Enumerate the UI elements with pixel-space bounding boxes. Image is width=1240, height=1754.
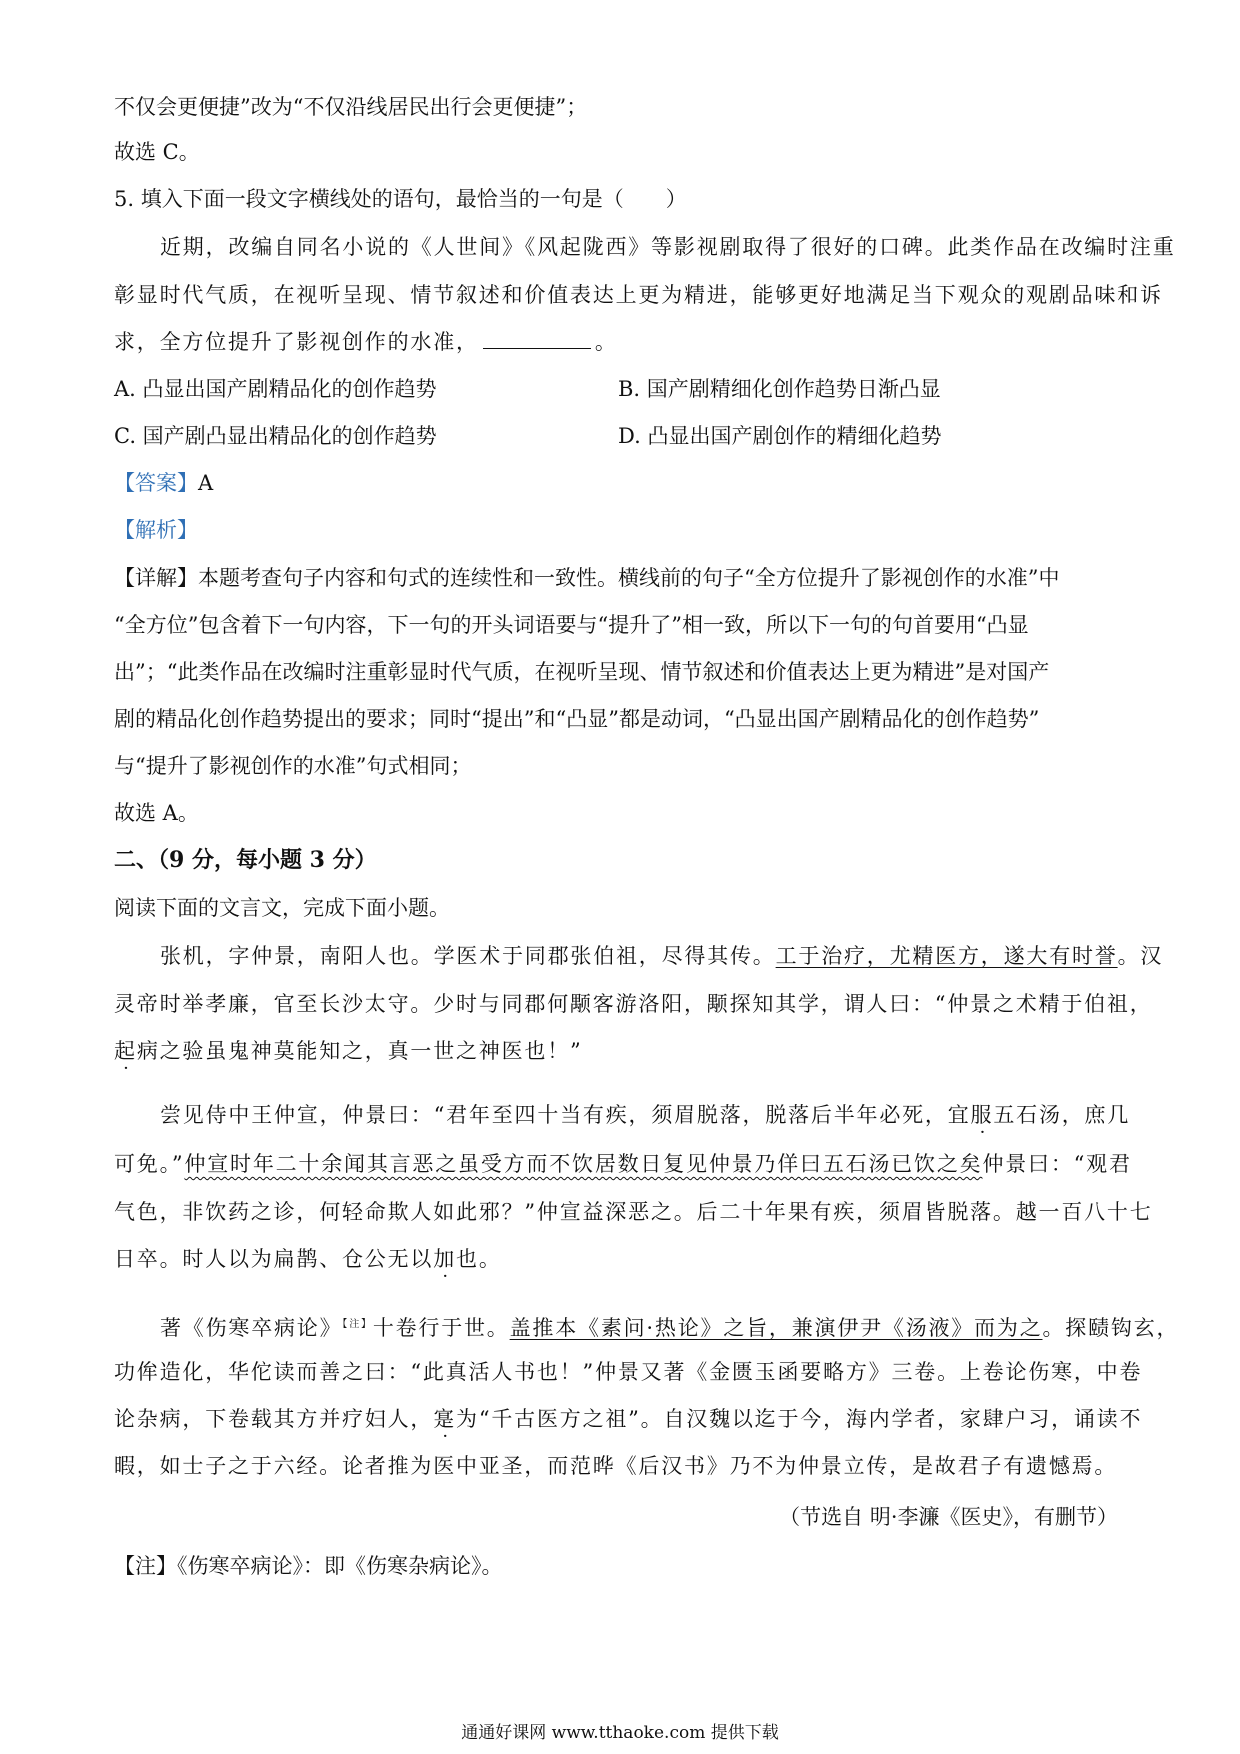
underlined-sentence-1: 工于治疗，尤精医方，遂大有时誉 <box>775 944 1118 968</box>
analysis-label: 【解析】 <box>114 518 198 542</box>
classical-line-5 <box>114 1149 1132 1179</box>
classical-line-6: 气色，非饮药之诊，何轻命欺人如此邪？”仲宣益深恶之。后二十年果有疾，须眉皆脱落。越一百八十七 <box>114 1200 1153 1224</box>
classical-text: 五石汤，庶几 <box>993 1103 1131 1127</box>
dotted-word-fu: 服 <box>970 1103 994 1127</box>
footnote-marker: 【注】 <box>342 1319 373 1330</box>
section-2-instruction: 阅读下面的文言文，完成下面小题。 <box>114 896 450 920</box>
classical-text: 病之验虽鬼神莫能知之，真一世之神医也！” <box>136 1039 583 1063</box>
classical-line-10 <box>114 1404 1142 1434</box>
dotted-word-shi: 寔 <box>433 1407 457 1431</box>
detail-line-4: 剧的精品化创作趋势提出的要求；同时“提出”和“凸显”都是动词，“凸显出国产剧精品化的创作趋势” <box>114 707 1040 731</box>
answer-value: A <box>198 471 214 495</box>
q5-passage-line-3 <box>114 327 618 357</box>
classical-line-2: 灵帝时举孝廉，官至长沙太守。少时与同郡何颙客游洛阳，颙探知其学，谓人曰：“仲景之术精于伯祖， <box>114 992 1153 1016</box>
answer-line <box>114 468 213 498</box>
wavy-underlined-sentence: 仲宣时年二十余闻其言恶之虽受方而不饮居数日复见仲景乃佯曰五石汤已饮之矣 <box>184 1152 983 1176</box>
detail-text-1: 本题考查句子内容和句式的连续性和一致性。横线前的句子“全方位提升了影视创作的水准”中 <box>198 566 1060 590</box>
q5-passage-text: 求，全方位提升了影视创作的水准， <box>114 330 479 354</box>
underlined-sentence-2: 盖推本《素问·热论》之旨，兼演伊尹《汤液》而为之 <box>509 1316 1043 1340</box>
q5-passage-line-1: 近期，改编自同名小说的《人世间》《风起陇西》等影视剧取得了很好的口碑。此类作品在改编时注重 <box>160 235 1176 259</box>
classical-text: 可免。” <box>114 1152 185 1176</box>
classical-line-7 <box>114 1244 502 1274</box>
detail-label: 【详解】 <box>114 566 198 590</box>
dotted-word-jia: 加 <box>433 1247 457 1271</box>
option-a: A. 凸显出国产剧精品化的创作趋势 <box>114 377 437 401</box>
dotted-word-qi: 起 <box>114 1039 137 1063</box>
classical-text: 为“千古医方之祖”。自汉魏以迄于今，海内学者，家肆户习，诵读不 <box>456 1407 1143 1431</box>
classical-line-1 <box>160 941 1163 971</box>
source-citation: （节选自 明·李濂《医史》，有删节） <box>779 1505 1118 1529</box>
classical-text: 日卒。时人以为扁鹊、仓公无以 <box>114 1247 434 1271</box>
option-d: D. 凸显出国产剧创作的精细化趋势 <box>618 424 942 448</box>
answer-blank <box>483 328 591 349</box>
classical-text: 十卷行于世。 <box>372 1316 510 1340</box>
classical-text: 也。 <box>456 1247 502 1271</box>
section-2-heading: 二、（9 分，每小题 3 分） <box>114 847 377 873</box>
footnote: 【注】《伤寒卒病论》：即《伤寒杂病论》。 <box>114 1554 503 1578</box>
page-footer: 通通好课网 www.tthaoke.com 提供下载 <box>461 1723 779 1743</box>
classical-text: 。汉 <box>1117 944 1164 968</box>
classical-text: 尝见侍中王仲宣，仲景曰：“君年至四十当有疾，须眉脱落，脱落后半年必死，宜 <box>160 1103 971 1127</box>
answer-label: 【答案】 <box>114 471 198 495</box>
classical-line-8 <box>160 1310 1179 1343</box>
classical-text: 。探赜钩玄， <box>1042 1316 1180 1340</box>
option-c: C. 国产剧凸显出精品化的创作趋势 <box>114 424 437 448</box>
classical-line-11: 暇，如士子之于六经。论者推为医中亚圣，而范晔《后汉书》乃不为仲景立传，是故君子有遗憾焉。 <box>114 1454 1118 1478</box>
classical-text: 张机，字仲景，南阳人也。学医术于同郡张伯祖，尽得其传。 <box>160 944 776 968</box>
detail-line-1 <box>114 563 1059 593</box>
detail-line-2: “全方位”包含着下一句内容，下一句的开头词语要与“提升了”相一致，所以下一句的句首要用“凸显 <box>114 613 1029 637</box>
prev-conclusion: 故选 C。 <box>114 140 200 164</box>
prev-line-1: 不仅会更便捷”改为“不仅沿线居民出行会更便捷”； <box>114 95 588 119</box>
q5-passage-line-2: 彰显时代气质，在视听呈现、情节叙述和价值表达上更为精进，能够更好地满足当下观众的观剧品味和诉 <box>114 283 1163 307</box>
option-b: B. 国产剧精细化创作趋势日渐凸显 <box>618 377 941 401</box>
detail-line-5: 与“提升了影视创作的水准”句式相同； <box>114 754 472 778</box>
detail-line-3: 出”；“此类作品在改编时注重彰显时代气质，在视听呈现、情节叙述和价值表达上更为精进”是对国产 <box>114 660 1050 684</box>
classical-text: 著《伤寒卒病论》 <box>160 1316 343 1340</box>
classical-text: 论杂病，下卷载其方并疗妇人， <box>114 1407 434 1431</box>
classical-text: 仲景曰：“观君 <box>982 1152 1132 1176</box>
classical-line-3 <box>114 1036 583 1066</box>
classical-line-4 <box>160 1100 1130 1130</box>
q5-conclusion: 故选 A。 <box>114 801 199 825</box>
q5-passage-end: 。 <box>594 330 618 354</box>
question-5-stem: 5. 填入下面一段文字横线处的语句，最恰当的一句是（ ） <box>114 187 687 211</box>
classical-line-9: 功侔造化，华佗读而善之曰：“此真活人书也！”仲景又著《金匮玉函要略方》三卷。上卷论伤寒，中卷 <box>114 1360 1143 1384</box>
